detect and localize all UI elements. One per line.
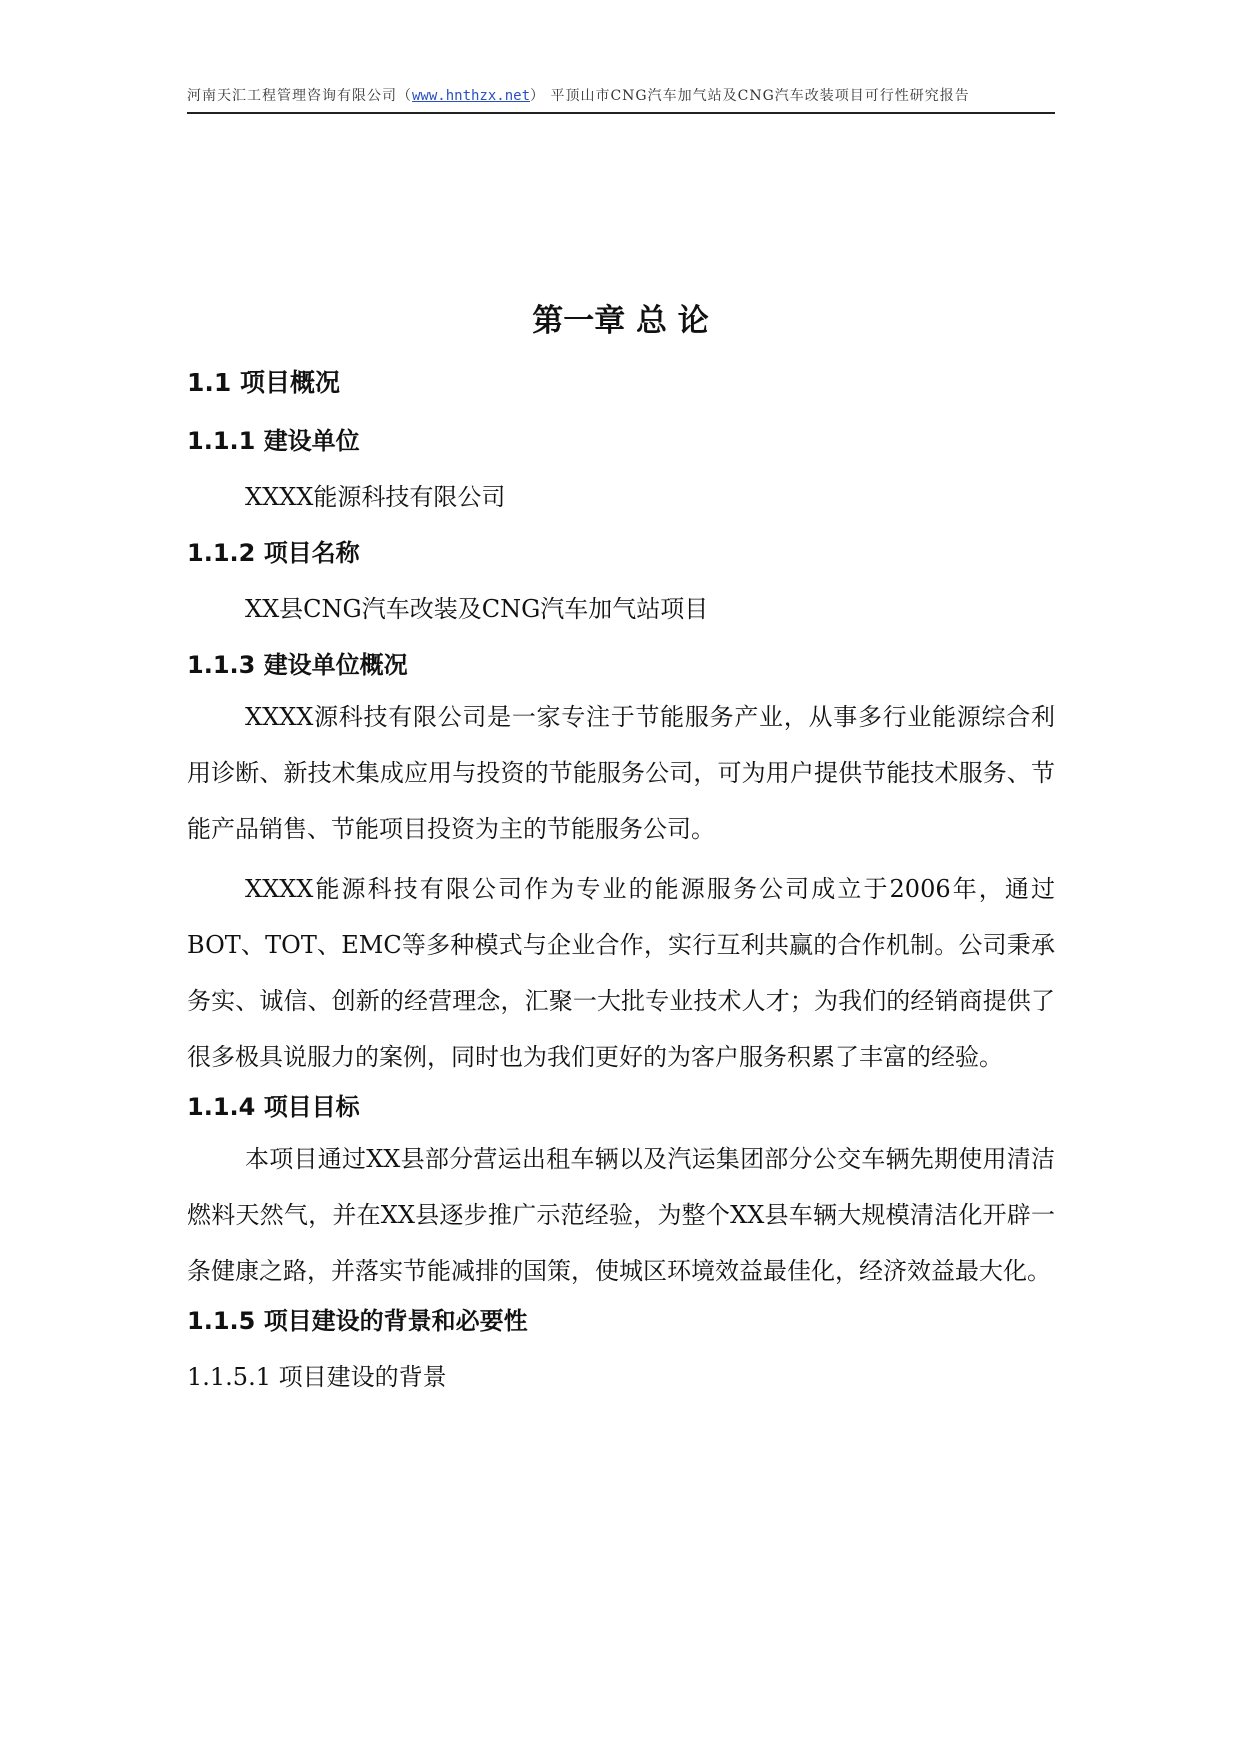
page-header [187,86,1055,114]
section-heading-1-1-1: 1.1.1 建设单位 [187,427,360,455]
section-heading-1-1-2: 1.1.2 项目名称 [187,539,360,567]
section-heading-1-1-3: 1.1.3 建设单位概况 [187,651,408,679]
header-prefix: 河南天汇工程管理咨询有限公司（ [187,88,412,104]
unit-overview-paragraph-2: XXXX能源科技有限公司作为专业的能源服务公司成立于2006年，通过BOT、TOT、EMC等多种模式与企业合作，实行互利共赢的合作机制。公司秉承务实、诚信、创新的经营理念，汇聚一大批专业技术人才；为我们的经销商提供了很多极具说服力的案例，同时也为我们更好的为客户服务积累了丰富的经验。 [187,875,1055,1071]
section-heading-1-1-5-1: 1.1.5.1 项目建设的背景 [187,1363,447,1391]
construction-unit-text: XXXX能源科技有限公司 [245,483,506,511]
section-heading-1-1: 1.1 项目概况 [187,368,340,397]
unit-overview-paragraph-1: XXXX源科技有限公司是一家专注于节能服务产业，从事多行业能源综合利用诊断、新技术集成应用与投资的节能服务公司，可为用户提供节能技术服务、节能产品销售、节能项目投资为主的节能服务公司。 [187,703,1055,843]
header-link[interactable]: www.hnthzx.net [412,88,531,104]
project-goal-paragraph: 本项目通过XX县部分营运出租车辆以及汽运集团部分公交车辆先期使用清洁燃料天然气，并在XX县逐步推广示范经验，为整个XX县车辆大规模清洁化开辟一条健康之路，并落实节能减排的国策，使城区环境效益最佳化，经济效益最大化。 [187,1145,1055,1285]
document-body [187,365,1055,1395]
section-heading-1-1-5: 1.1.5 项目建设的背景和必要性 [187,1307,528,1335]
section-heading-1-1-4: 1.1.4 项目目标 [187,1093,360,1121]
chapter-title: 第一章 总 论 [532,303,709,339]
header-suffix: ） 平顶山市CNG汽车加气站及CNG汽车改装项目可行性研究报告 [530,88,970,104]
project-name-text: XX县CNG汽车改装及CNG汽车加气站项目 [245,595,709,623]
